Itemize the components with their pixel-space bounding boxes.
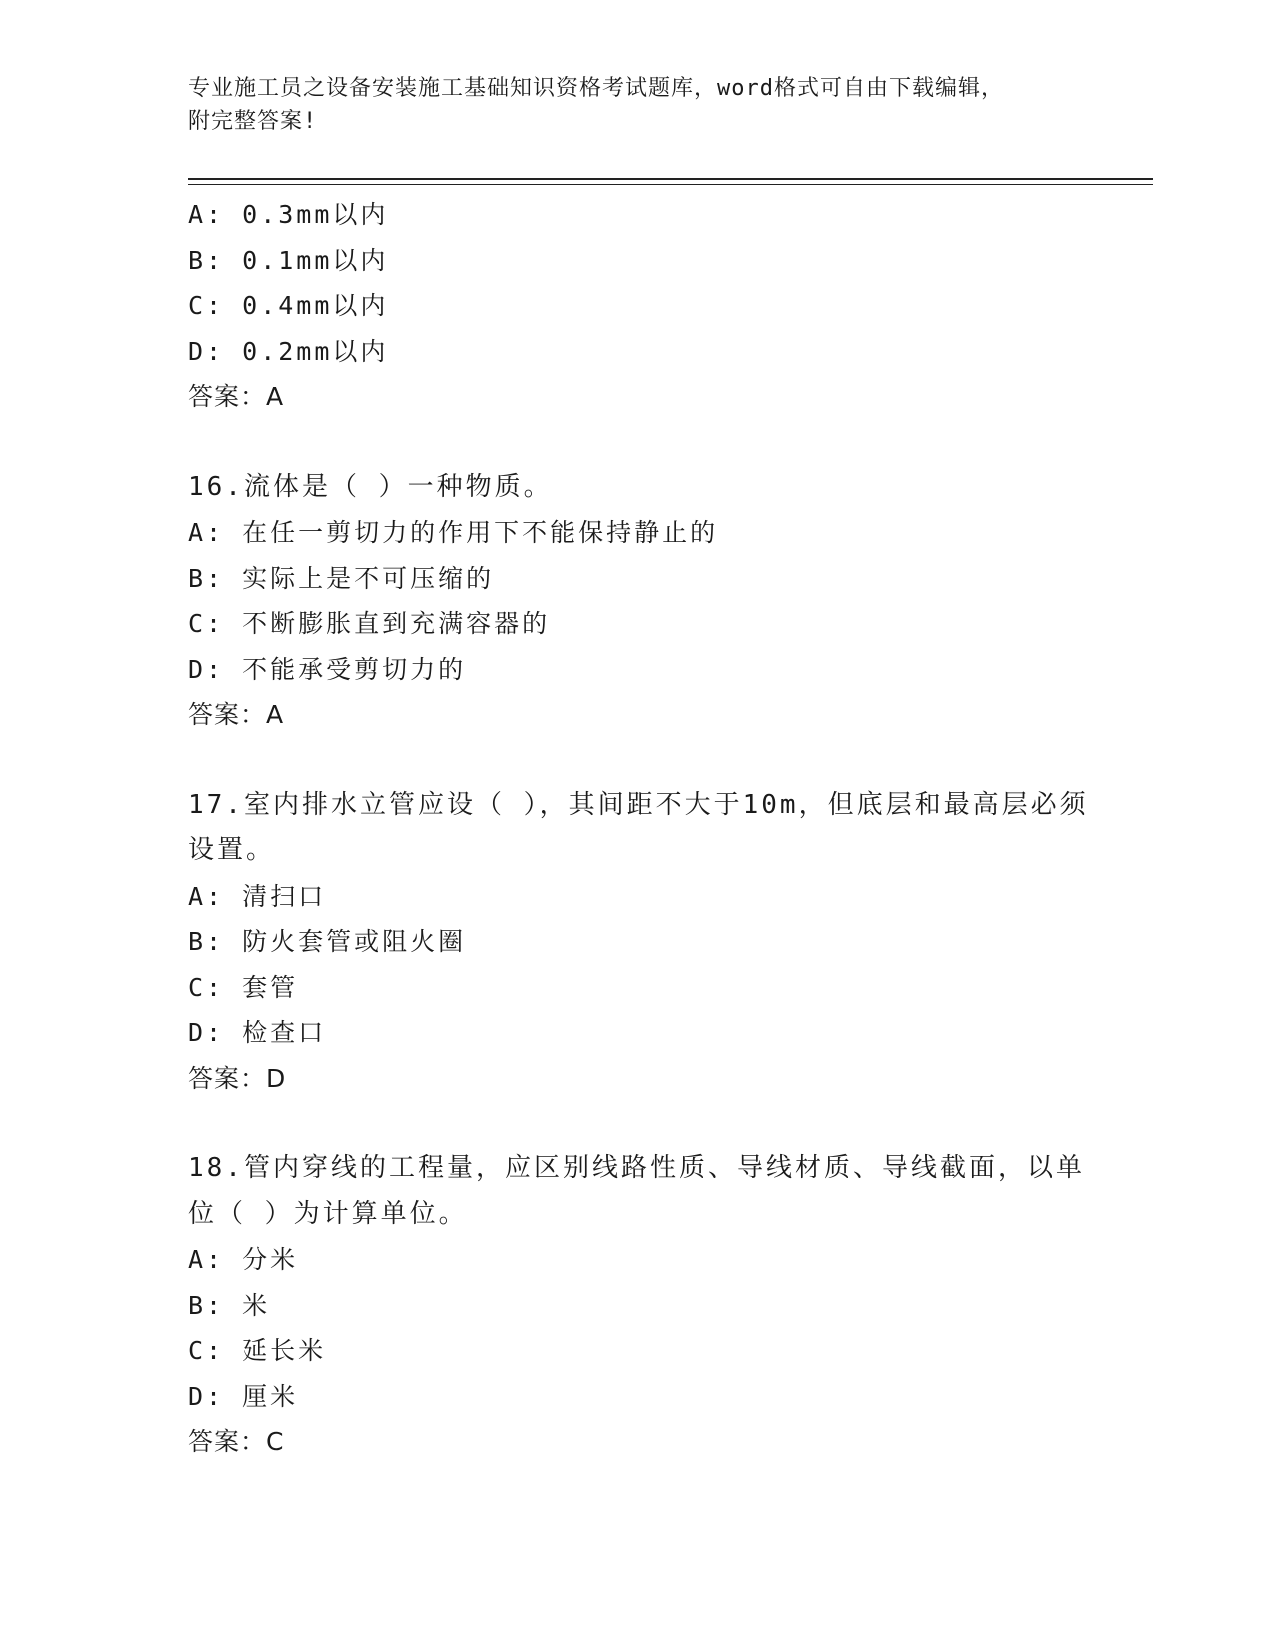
option-b: B: 防火套管或阻火圈	[188, 927, 467, 956]
option-c: C: 套管	[188, 972, 299, 1002]
option-b: B: 0.1mm以内	[188, 245, 389, 275]
question-15	[188, 192, 1108, 420]
question-16	[188, 465, 1108, 738]
option-d: D: 不能承受剪切力的	[188, 654, 467, 684]
question-stem: 18.管内穿线的工程量，应区别线路性质、导线材质、导线截面，以单位（ ）为计算单位。	[188, 1153, 1085, 1229]
answer: 答案：A	[188, 700, 285, 729]
option-d: D: 厘米	[188, 1381, 299, 1411]
question-17	[188, 783, 1108, 1102]
option-a: A: 在任一剪切力的作用下不能保持静止的	[188, 518, 719, 547]
option-b: B: 米	[188, 1290, 271, 1320]
header-rule-thin	[188, 184, 1153, 185]
header-rule-thick	[188, 178, 1153, 180]
answer: 答案：D	[188, 1063, 287, 1093]
answer: 答案：C	[188, 1427, 285, 1456]
option-a: A: 0.3mm以内	[188, 200, 389, 229]
option-a: A: 分米	[188, 1245, 299, 1274]
question-stem: 17.室内排水立管应设（ ），其间距不大于10m，但底层和最高层必须设置。	[188, 789, 1089, 865]
option-c: C: 0.4mm以内	[188, 291, 389, 320]
document-header	[188, 72, 1088, 138]
question-list	[188, 192, 1108, 1465]
question-18	[188, 1146, 1108, 1465]
option-d: D: 0.2mm以内	[188, 336, 389, 366]
option-c: C: 延长米	[188, 1336, 327, 1365]
option-a: A: 清扫口	[188, 881, 327, 911]
option-d: D: 检查口	[188, 1018, 327, 1047]
header-line-1: 专业施工员之设备安装施工基础知识资格考试题库，word格式可自由下载编辑，	[188, 76, 1004, 101]
question-stem: 16.流体是（ ）一种物质。	[188, 471, 553, 502]
option-c: C: 不断膨胀直到充满容器的	[188, 609, 551, 638]
option-b: B: 实际上是不可压缩的	[188, 563, 495, 593]
header-line-2: 附完整答案!	[188, 109, 318, 134]
answer: 答案：A	[188, 382, 285, 411]
